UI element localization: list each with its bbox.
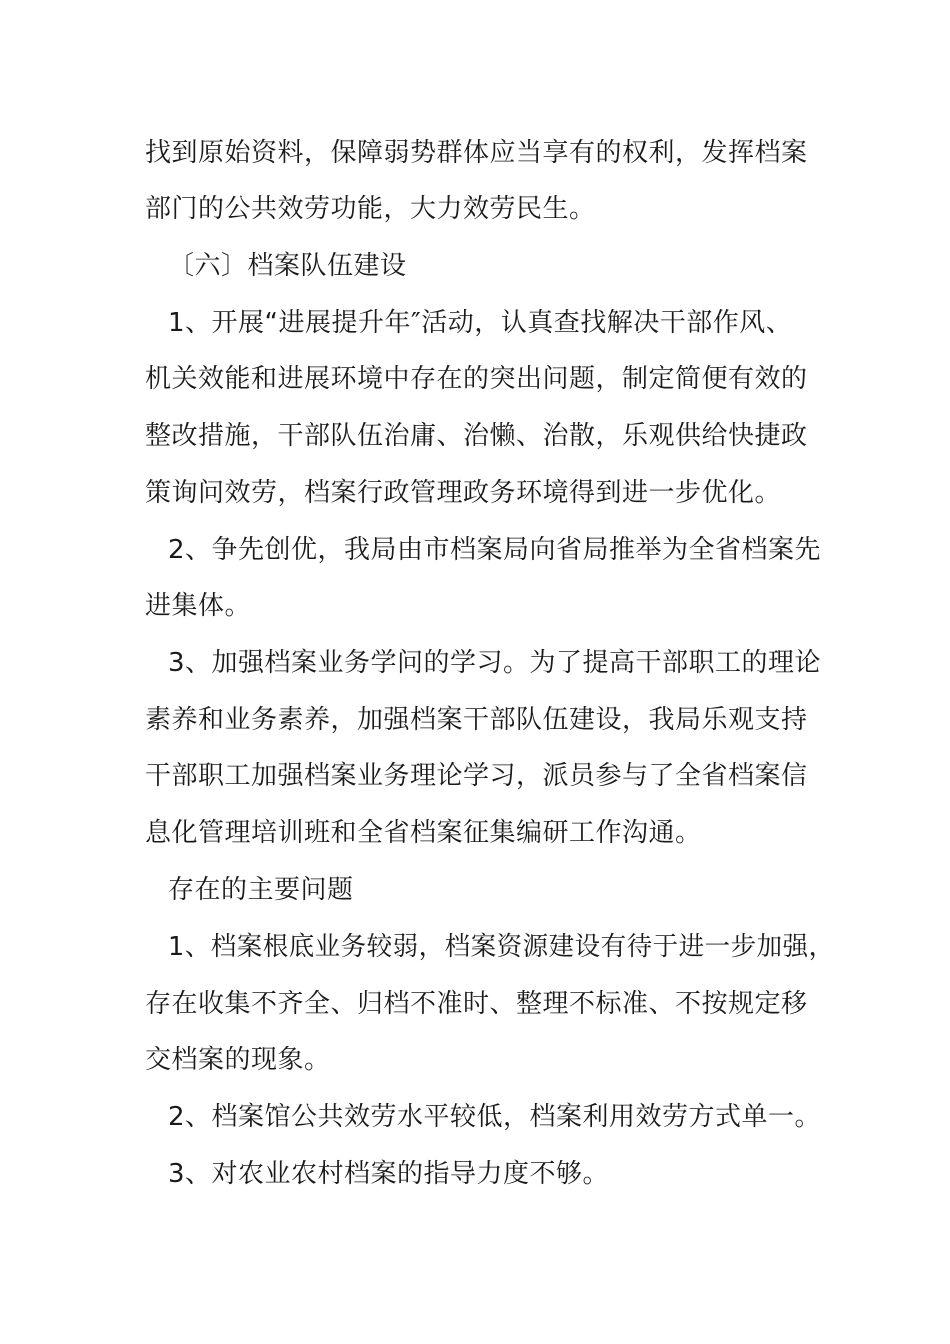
text-line: 进集体。 [145,591,252,621]
text-line: 机关效能和进展环境中存在的突出问题，制定简便有效的 [145,364,808,394]
text-line: 2、争先创优，我局由市档案局向省局推举为全省档案先 [168,535,822,565]
section-heading: 存在的主要问题 [168,875,354,905]
text-line: 3、对农业农村档案的指导力度不够。 [168,1159,610,1189]
text-line: 整改措施，干部队伍治庸、治懒、治散，乐观供给快捷政 [145,421,808,451]
text-line: 存在收集不齐全、归档不准时、整理不标准、不按规定移 [145,989,808,1019]
text-line: 策询问效劳，档案行政管理政务环境得到进一步优化。 [145,478,782,508]
text-line: 找到原始资料，保障弱势群体应当享有的权利，发挥档案 [145,138,808,168]
text-line: 干部职工加强档案业务理论学习，派员参与了全省档案信 [145,761,808,791]
text-line: 1、档案根底业务较弱，档案资源建设有待于进一步加强， [168,932,835,962]
text-line: 部门的公共效劳功能，大力效劳民生。 [145,194,596,224]
text-line: 3、加强档案业务学问的学习。为了提高干部职工的理论 [168,648,822,678]
text-line: 1、开展“进展提升年″活动，认真查找解决干部作风、 [168,308,793,338]
section-heading: 〔六〕档案队伍建设 [168,251,407,281]
text-line: 交档案的现象。 [145,1045,331,1075]
text-line: 2、档案馆公共效劳水平较低，档案利用效劳方式单一。 [168,1102,822,1132]
text-line: 素养和业务素养，加强档案干部队伍建设，我局乐观支持 [145,705,808,735]
text-line: 息化管理培训班和全省档案征集编研工作沟通。 [145,818,702,848]
